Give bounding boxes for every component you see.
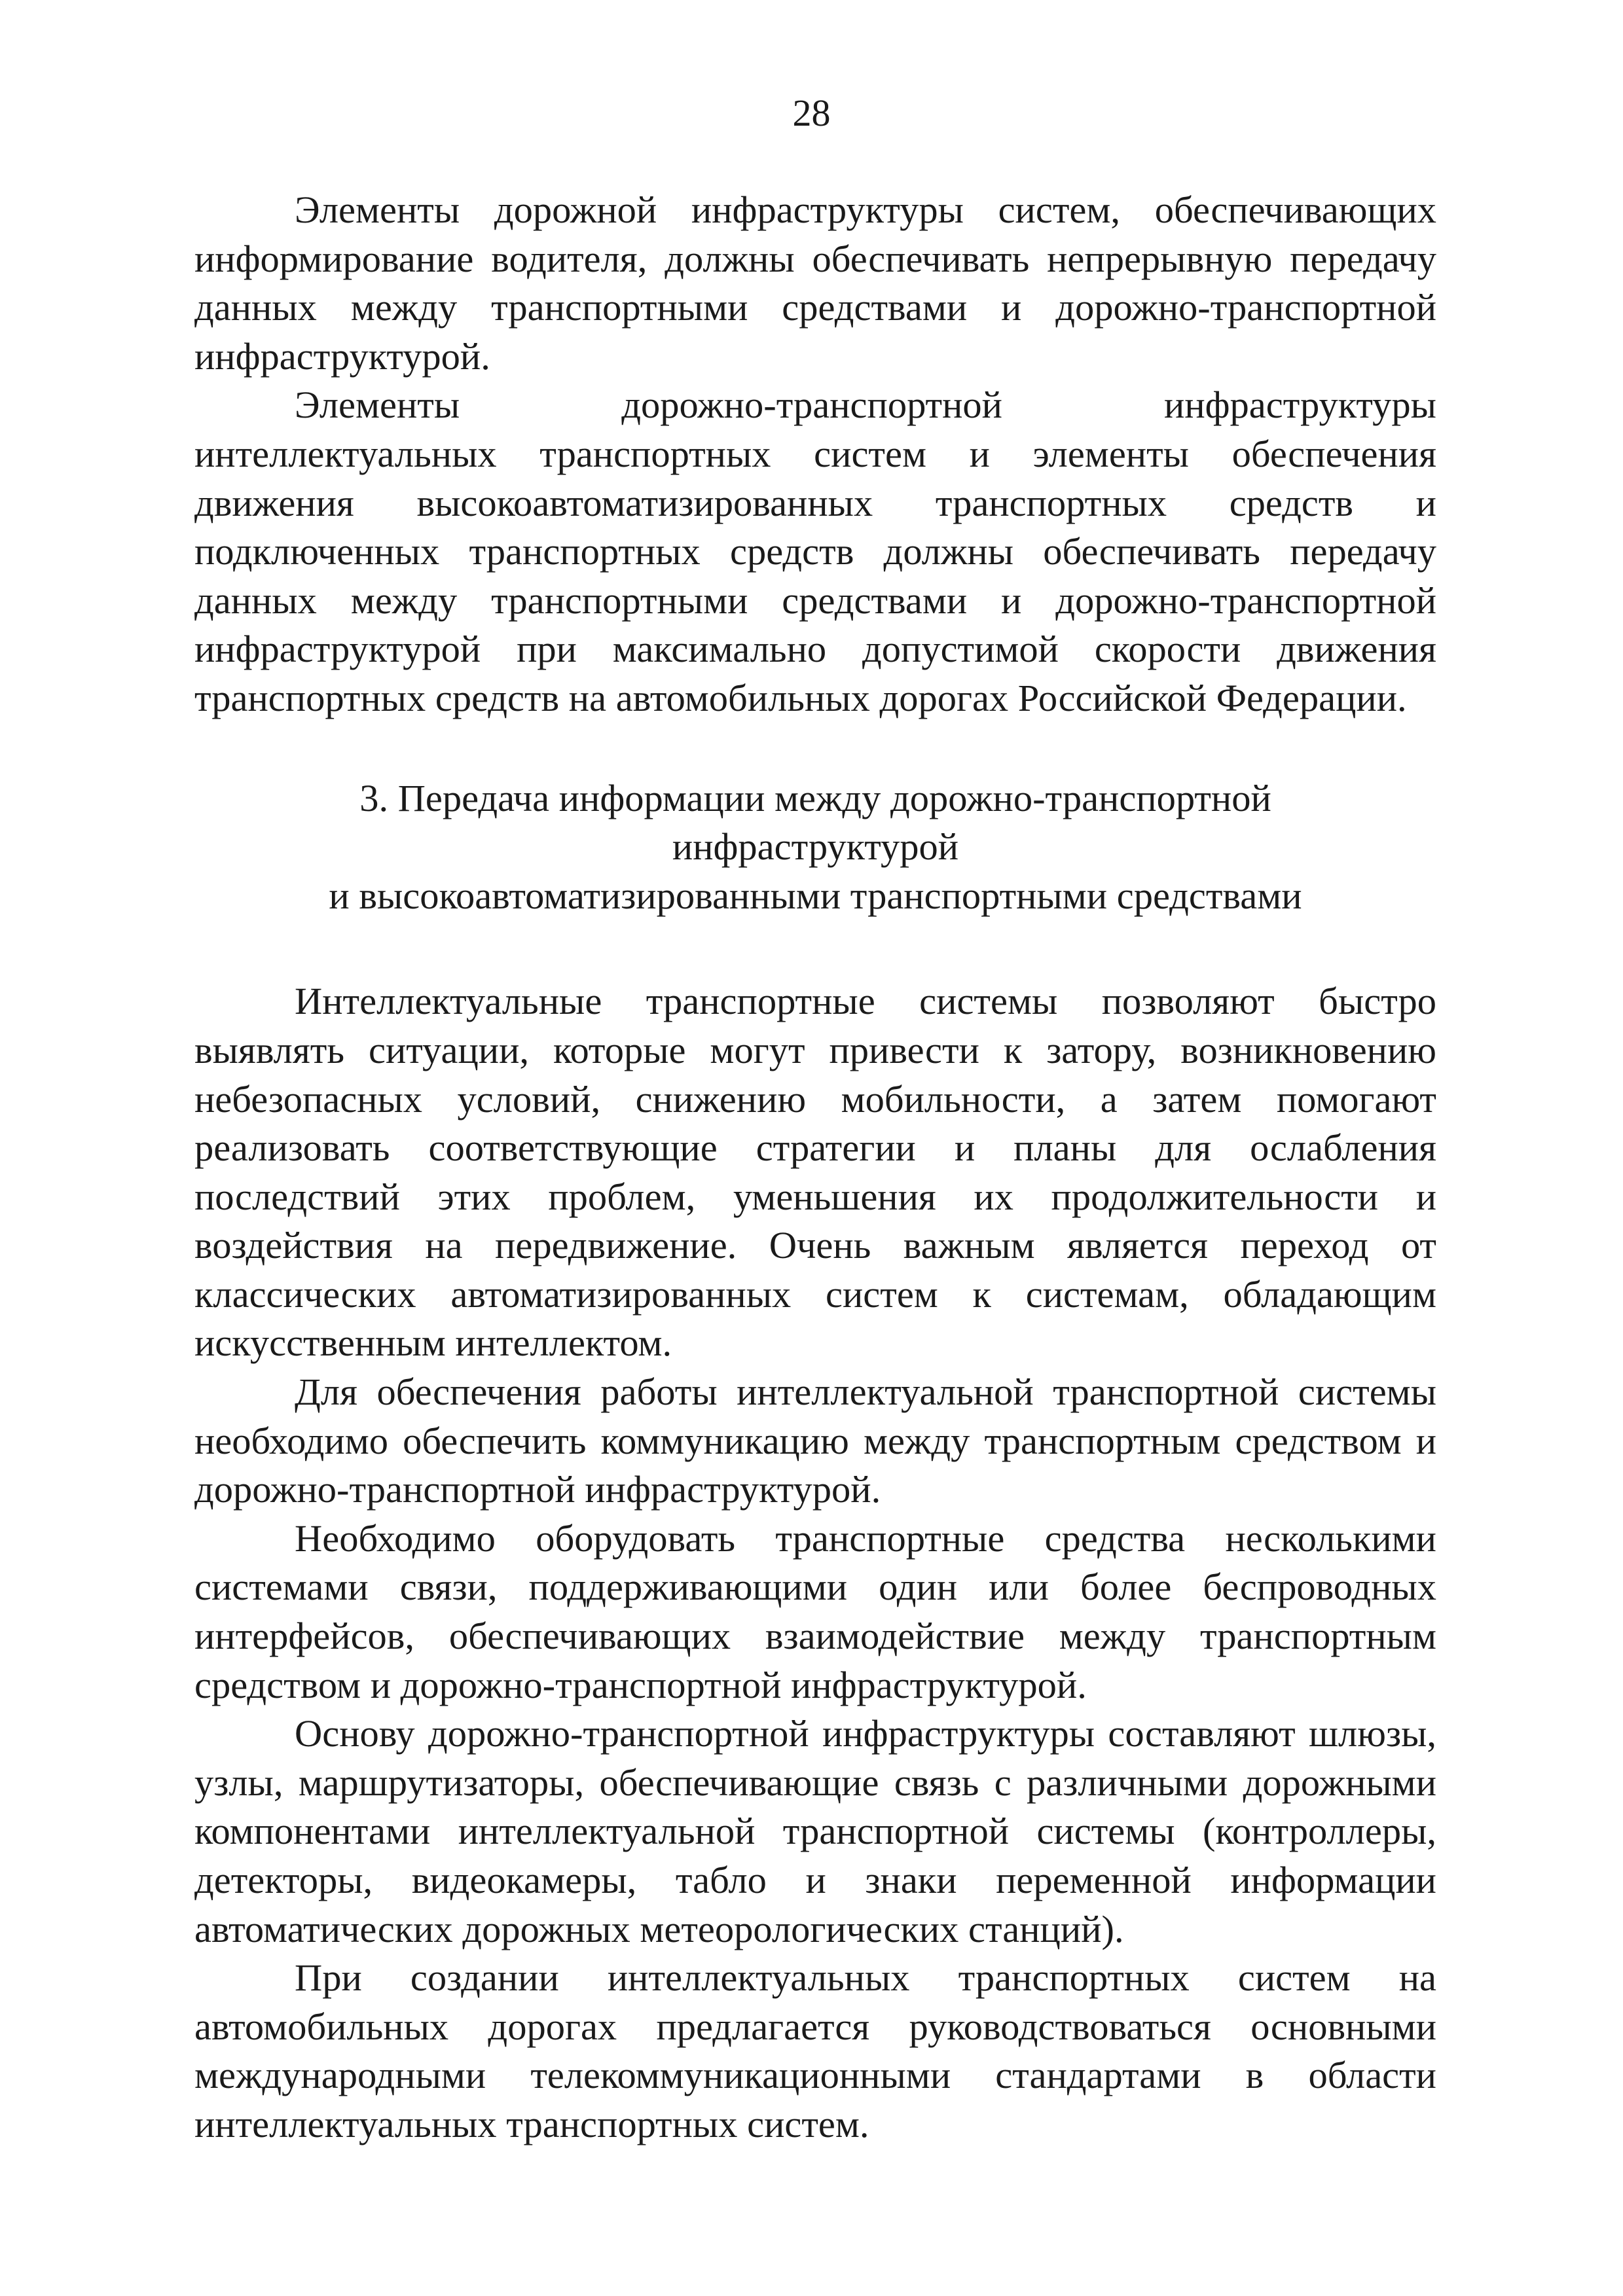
paragraph: Для обеспечения работы интеллектуальной транспортной системы необходимо обеспечить коммуникацию между транспортным средством и дорожно-транспортной инфраструктурой. bbox=[194, 1371, 1436, 1511]
paragraph: Элементы дорожной инфраструктуры систем, обеспечивающих информирование водителя, должны обеспечивать непрерывную передачу данных между транспортными средствами и дорожно-транспортной инфраструктурой. bbox=[194, 188, 1436, 378]
section-heading-line: и высокоавтоматизированными транспортными средствами bbox=[329, 874, 1302, 917]
paragraph: Элементы дорожно-транспортной инфраструктуры интеллектуальных транспортных систем и элементы обеспечения движения высокоавтоматизированных транспортных средств и подключенных транспортных средств должны обеспечивать передачу данных между транспортными средствами и дорожно-транспортной инфраструктурой при максимально допустимой скорости движения транспортных средств на автомобильных дорогах Российской Федерации. bbox=[194, 384, 1436, 719]
document-body bbox=[194, 186, 1436, 2149]
section-heading bbox=[194, 774, 1436, 921]
paragraph: Интеллектуальные транспортные системы позволяют быстро выявлять ситуации, которые могут привести к затору, возникновению небезопасных условий, снижению мобильности, а затем помогают реализовать соответствующие стратегии и планы для ослабления последствий этих проблем, уменьшения их продолжительности и воздействия на передвижение. Очень важным является переход от классических автоматизированных систем к системам, обладающим искусственным интеллектом. bbox=[194, 980, 1436, 1365]
section-heading-line: 3. Передача информации между дорожно-транспортной инфраструктурой bbox=[359, 776, 1271, 869]
paragraph: Основу дорожно-транспортной инфраструктуры составляют шлюзы, узлы, маршрутизаторы, обеспечивающие связь с различными дорожными компонентами интеллектуальной транспортной системы (контроллеры, детекторы, видеокамеры, табло и знаки переменной информации автоматических дорожных метеорологических станций). bbox=[194, 1712, 1436, 1950]
paragraph: При создании интеллектуальных транспортных систем на автомобильных дорогах предлагается руководствоваться основными международными телекоммуникационными стандартами в области интеллектуальных транспортных систем. bbox=[194, 1956, 1436, 2145]
paragraph: Необходимо оборудовать транспортные средства несколькими системами связи, поддерживающими один или более беспроводных интерфейсов, обеспечивающих взаимодействие между транспортным средством и дорожно-транспортной инфраструктурой. bbox=[194, 1516, 1436, 1706]
page-number: 28 bbox=[792, 92, 831, 134]
